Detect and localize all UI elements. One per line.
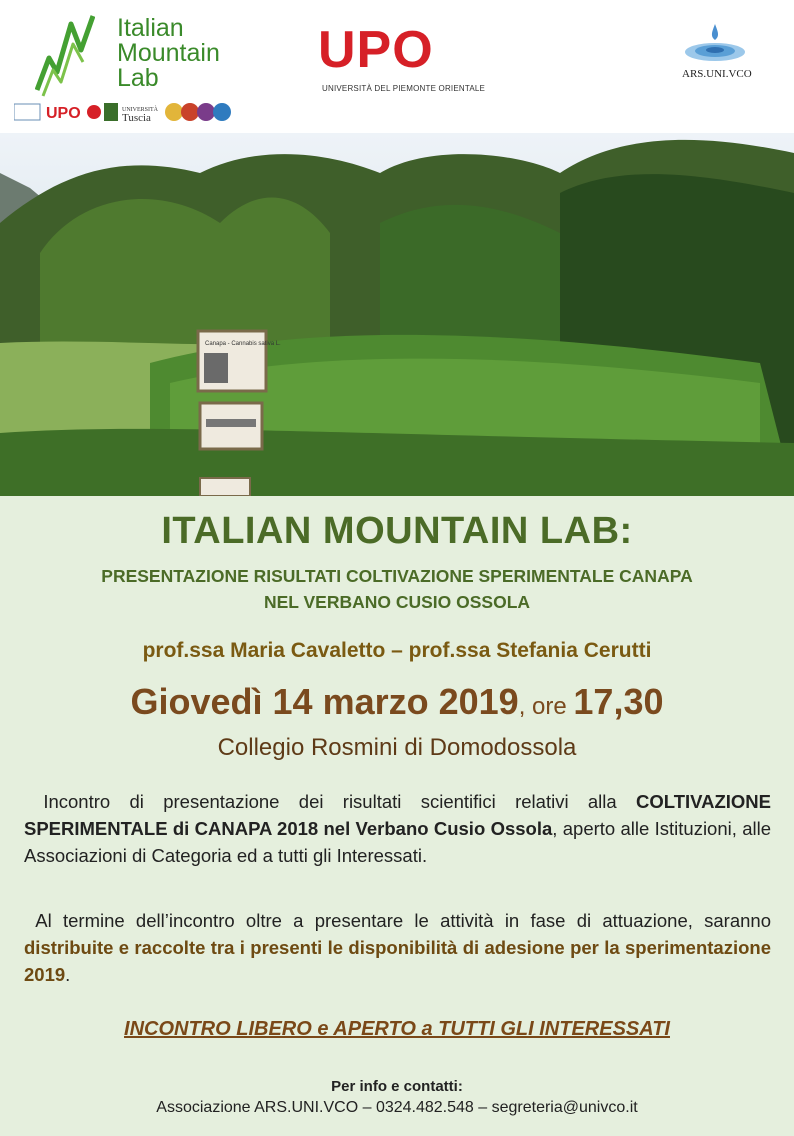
description-paragraph-2 [24, 907, 771, 988]
event-time: 17,30 [573, 681, 664, 722]
logo-line-3: Lab [117, 64, 159, 92]
speakers: prof.ssa Maria Cavaletto – prof.ssa Stefania Cerutti [142, 639, 652, 662]
logo-line-1: Italian [117, 14, 184, 42]
event-subtitle-line-1: PRESENTAZIONE RISULTATI COLTIVAZIONE SPERIMENTALE CANAPA [101, 566, 693, 586]
contacts-heading: Per info e contatti: [331, 1078, 463, 1095]
p1-bold: COLTIVAZIONE SPERIMENTALE di CANAPA 2018 nel Verbano Cusio Ossola [24, 791, 771, 839]
upo-wordmark: UPO [318, 21, 434, 79]
event-subtitle-line-2: NEL VERBANO CUSIO OSSOLA [263, 592, 531, 612]
description-paragraph-1 [24, 788, 771, 869]
partner-icons [14, 101, 244, 123]
hemp-field-photo [0, 133, 794, 496]
water-drop-icon [682, 22, 748, 68]
p2-end: . [65, 964, 71, 985]
upo-subtitle: UNIVERSITÀ DEL PIEMONTE ORIENTALE [322, 84, 486, 93]
upo-logo [318, 21, 486, 102]
time-prefix: , ore [518, 693, 574, 720]
ars-univco-logo [682, 22, 752, 86]
event-content [0, 496, 794, 1136]
logo-line-2: Mountain [117, 39, 220, 67]
contacts-line: Associazione ARS.UNI.VCO – 0324.482.548 – segreteria@univco.it [156, 1099, 638, 1116]
hemp-field-image [0, 133, 794, 496]
event-title: ITALIAN MOUNTAIN LAB: [161, 510, 633, 552]
svg-text:Tuscia: Tuscia [122, 112, 151, 123]
p1-end: , aperto alle Istituzioni, alle Associazioni di Categoria ed a tutti gli Interessati. [24, 818, 771, 866]
ars-wordmark: ARS.UNI.VCO [682, 68, 752, 80]
partner-logos [14, 101, 244, 123]
event-date-time [0, 681, 794, 723]
svg-text:UPO: UPO [46, 105, 81, 122]
p1-start: Incontro di presentazione dei risultati scientifici relativi alla [43, 791, 637, 812]
event-date: Giovedì 14 marzo 2019 [130, 681, 519, 722]
p2-start: Al termine dell’incontro oltre a presentare le attività in fase di attuazione, saranno [35, 910, 771, 931]
svg-text:UNIVERSITÀ: UNIVERSITÀ [122, 107, 158, 113]
italian-mountain-lab-logo [35, 10, 220, 98]
p2-bold: distribuite e raccolte tra i presenti le disponibilità di adesione per la sperimentazione 2019 [24, 937, 771, 985]
free-entry-notice: INCONTRO LIBERO e APERTO a TUTTI GLI INTERESSATI [124, 1018, 670, 1040]
header [0, 0, 794, 133]
sign-title: Canapa - Cannabis sativa L. [205, 341, 281, 347]
event-venue: Collegio Rosmini di Domodossola [217, 734, 577, 761]
mountain-icon [35, 10, 95, 98]
